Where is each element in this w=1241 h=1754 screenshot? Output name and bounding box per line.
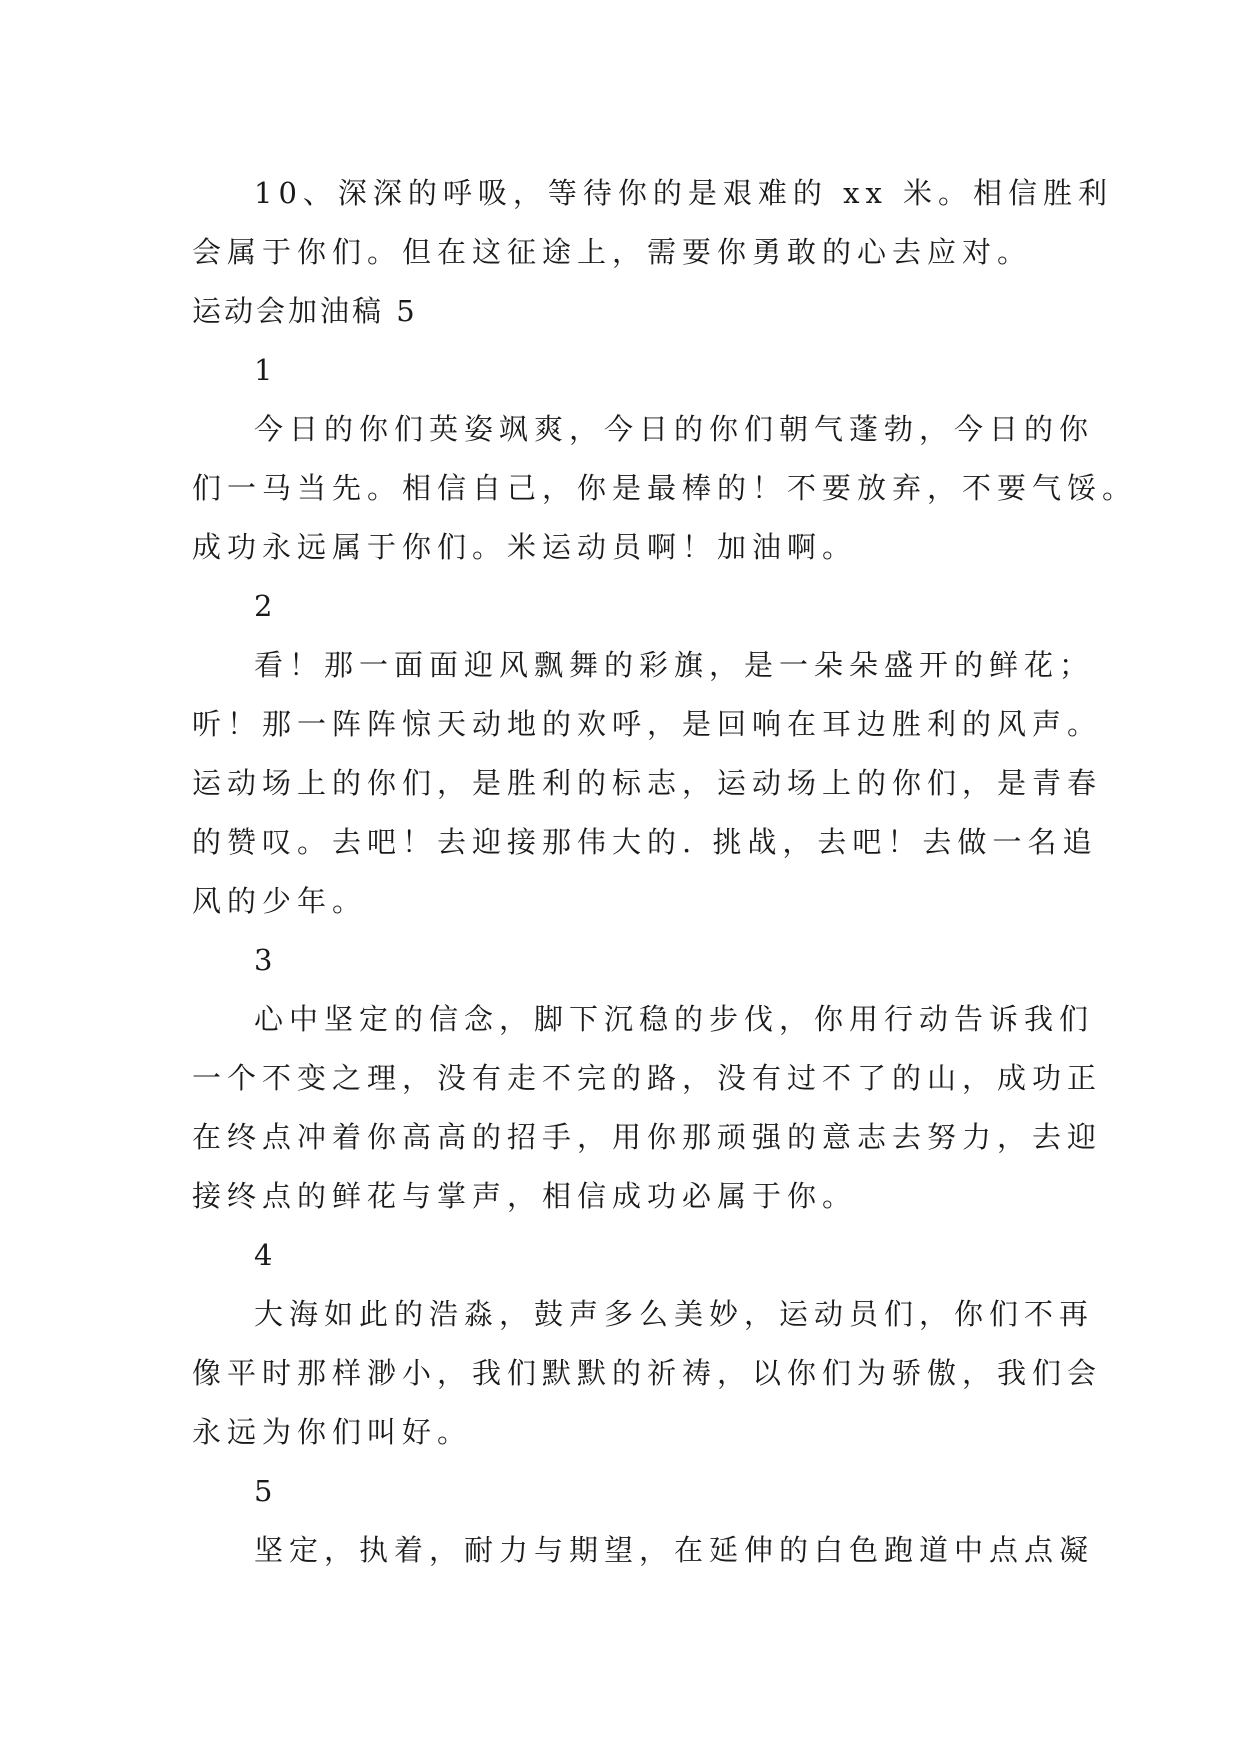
paragraph-line: 成功永远属于你们。米运动员啊！加油啊。: [192, 530, 858, 564]
paragraph-line: 接终点的鲜花与掌声，相信成功必属于你。: [192, 1179, 858, 1213]
paragraph-line: 会属于你们。但在这征途上，需要你勇敢的心去应对。: [192, 235, 1033, 269]
paragraph-line: 在终点冲着你高高的招手，用你那顽强的意志去努力，去迎: [192, 1120, 1103, 1154]
item-number: 4: [254, 1238, 273, 1272]
paragraph-line: 心中坚定的信念，脚下沉稳的步伐，你用行动告诉我们: [254, 1002, 1095, 1036]
item-number: 5: [254, 1474, 273, 1508]
paragraph-line: 一个不变之理，没有走不完的路，没有过不了的山，成功正: [192, 1061, 1103, 1095]
paragraph-line: 坚定，执着，耐力与期望，在延伸的白色跑道中点点凝: [254, 1533, 1095, 1567]
document-body: [192, 164, 1138, 1580]
paragraph-line: 们一马当先。相信自己，你是最棒的！不要放弃，不要气馁。: [192, 471, 1138, 505]
item-number: 2: [254, 589, 273, 623]
paragraph-line: 10、深深的呼吸，等待你的是艰难的 xx 米。相信胜利: [254, 176, 1114, 210]
paragraph-line: 看！那一面面迎风飘舞的彩旗，是一朵朵盛开的鲜花；: [254, 648, 1095, 682]
paragraph-line: 永远为你们叫好。: [192, 1415, 473, 1449]
section-title: 运动会加油稿 5: [192, 294, 418, 328]
paragraph-line: 的赞叹。去吧！去迎接那伟大的. 挑战，去吧！去做一名追: [192, 825, 1098, 859]
paragraph-line: 运动场上的你们，是胜利的标志，运动场上的你们，是青春: [192, 766, 1103, 800]
paragraph-line: 听！那一阵阵惊天动地的欢呼，是回响在耳边胜利的风声。: [192, 707, 1103, 741]
paragraph-line: 今日的你们英姿飒爽，今日的你们朝气蓬勃，今日的你: [254, 412, 1095, 446]
paragraph-line: 大海如此的浩淼，鼓声多么美妙，运动员们，你们不再: [254, 1297, 1095, 1331]
item-number: 1: [254, 353, 273, 387]
paragraph-line: 风的少年。: [192, 884, 368, 918]
item-number: 3: [254, 943, 273, 977]
paragraph-line: 像平时那样渺小，我们默默的祈祷，以你们为骄傲，我们会: [192, 1356, 1103, 1390]
